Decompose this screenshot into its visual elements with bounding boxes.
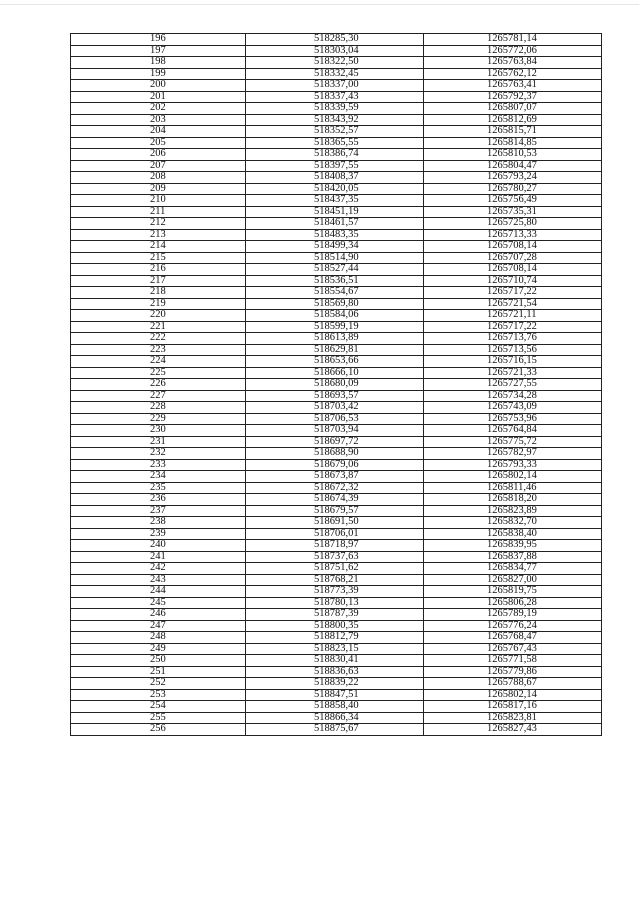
coordinates-table-body xyxy=(71,34,602,736)
x-coordinate-cell: 518613,89 xyxy=(246,333,424,345)
table-row xyxy=(71,275,602,287)
point-number-cell: 255 xyxy=(71,712,246,724)
table-row xyxy=(71,689,602,701)
y-coordinate-cell: 1265713,56 xyxy=(424,344,602,356)
point-number-cell: 237 xyxy=(71,505,246,517)
point-number-cell: 211 xyxy=(71,206,246,218)
y-coordinate-cell: 1265708,14 xyxy=(424,241,602,253)
x-coordinate-cell: 518554,67 xyxy=(246,287,424,299)
point-number-cell: 245 xyxy=(71,597,246,609)
x-coordinate-cell: 518673,87 xyxy=(246,471,424,483)
table-row xyxy=(71,471,602,483)
x-coordinate-cell: 518332,45 xyxy=(246,68,424,80)
point-number-cell: 254 xyxy=(71,701,246,713)
point-number-cell: 208 xyxy=(71,172,246,184)
x-coordinate-cell: 518680,09 xyxy=(246,379,424,391)
table-row xyxy=(71,425,602,437)
x-coordinate-cell: 518337,00 xyxy=(246,80,424,92)
point-number-cell: 248 xyxy=(71,632,246,644)
table-row xyxy=(71,126,602,138)
table-row xyxy=(71,195,602,207)
x-coordinate-cell: 518693,57 xyxy=(246,390,424,402)
y-coordinate-cell: 1265767,43 xyxy=(424,643,602,655)
table-row xyxy=(71,91,602,103)
y-coordinate-cell: 1265823,81 xyxy=(424,712,602,724)
y-coordinate-cell: 1265788,67 xyxy=(424,678,602,690)
table-row xyxy=(71,597,602,609)
x-coordinate-cell: 518674,39 xyxy=(246,494,424,506)
table-row xyxy=(71,666,602,678)
x-coordinate-cell: 518751,62 xyxy=(246,563,424,575)
y-coordinate-cell: 1265802,14 xyxy=(424,689,602,701)
table-row xyxy=(71,149,602,161)
table-row xyxy=(71,505,602,517)
y-coordinate-cell: 1265780,27 xyxy=(424,183,602,195)
point-number-cell: 220 xyxy=(71,310,246,322)
point-number-cell: 225 xyxy=(71,367,246,379)
table-row xyxy=(71,34,602,46)
point-number-cell: 201 xyxy=(71,91,246,103)
point-number-cell: 223 xyxy=(71,344,246,356)
x-coordinate-cell: 518800,35 xyxy=(246,620,424,632)
table-row xyxy=(71,218,602,230)
point-number-cell: 198 xyxy=(71,57,246,69)
table-row xyxy=(71,172,602,184)
point-number-cell: 222 xyxy=(71,333,246,345)
page-top-edge xyxy=(0,4,639,5)
x-coordinate-cell: 518787,39 xyxy=(246,609,424,621)
x-coordinate-cell: 518303,04 xyxy=(246,45,424,57)
table-row xyxy=(71,390,602,402)
point-number-cell: 229 xyxy=(71,413,246,425)
point-number-cell: 218 xyxy=(71,287,246,299)
point-number-cell: 224 xyxy=(71,356,246,368)
point-number-cell: 216 xyxy=(71,264,246,276)
table-row xyxy=(71,517,602,529)
x-coordinate-cell: 518437,35 xyxy=(246,195,424,207)
table-row xyxy=(71,402,602,414)
point-number-cell: 244 xyxy=(71,586,246,598)
y-coordinate-cell: 1265764,84 xyxy=(424,425,602,437)
y-coordinate-cell: 1265775,72 xyxy=(424,436,602,448)
x-coordinate-cell: 518420,05 xyxy=(246,183,424,195)
x-coordinate-cell: 518679,06 xyxy=(246,459,424,471)
y-coordinate-cell: 1265781,14 xyxy=(424,34,602,46)
x-coordinate-cell: 518584,06 xyxy=(246,310,424,322)
x-coordinate-cell: 518847,51 xyxy=(246,689,424,701)
y-coordinate-cell: 1265839,95 xyxy=(424,540,602,552)
point-number-cell: 226 xyxy=(71,379,246,391)
y-coordinate-cell: 1265734,28 xyxy=(424,390,602,402)
point-number-cell: 252 xyxy=(71,678,246,690)
point-number-cell: 231 xyxy=(71,436,246,448)
table-row xyxy=(71,183,602,195)
y-coordinate-cell: 1265762,12 xyxy=(424,68,602,80)
table-row xyxy=(71,586,602,598)
point-number-cell: 215 xyxy=(71,252,246,264)
point-number-cell: 251 xyxy=(71,666,246,678)
table-row xyxy=(71,229,602,241)
y-coordinate-cell: 1265713,76 xyxy=(424,333,602,345)
y-coordinate-cell: 1265789,19 xyxy=(424,609,602,621)
x-coordinate-cell: 518875,67 xyxy=(246,724,424,736)
x-coordinate-cell: 518653,66 xyxy=(246,356,424,368)
point-number-cell: 204 xyxy=(71,126,246,138)
y-coordinate-cell: 1265807,07 xyxy=(424,103,602,115)
point-number-cell: 256 xyxy=(71,724,246,736)
y-coordinate-cell: 1265832,70 xyxy=(424,517,602,529)
point-number-cell: 209 xyxy=(71,183,246,195)
table-row xyxy=(71,287,602,299)
x-coordinate-cell: 518599,19 xyxy=(246,321,424,333)
y-coordinate-cell: 1265834,77 xyxy=(424,563,602,575)
y-coordinate-cell: 1265827,00 xyxy=(424,574,602,586)
y-coordinate-cell: 1265823,89 xyxy=(424,505,602,517)
y-coordinate-cell: 1265837,88 xyxy=(424,551,602,563)
table-row xyxy=(71,45,602,57)
table-row xyxy=(71,241,602,253)
x-coordinate-cell: 518823,15 xyxy=(246,643,424,655)
point-number-cell: 214 xyxy=(71,241,246,253)
y-coordinate-cell: 1265815,71 xyxy=(424,126,602,138)
table-row xyxy=(71,310,602,322)
x-coordinate-cell: 518691,50 xyxy=(246,517,424,529)
point-number-cell: 234 xyxy=(71,471,246,483)
table-row xyxy=(71,724,602,736)
y-coordinate-cell: 1265743,09 xyxy=(424,402,602,414)
y-coordinate-cell: 1265817,16 xyxy=(424,701,602,713)
table-row xyxy=(71,367,602,379)
x-coordinate-cell: 518679,57 xyxy=(246,505,424,517)
y-coordinate-cell: 1265793,24 xyxy=(424,172,602,184)
y-coordinate-cell: 1265717,22 xyxy=(424,321,602,333)
point-number-cell: 249 xyxy=(71,643,246,655)
point-number-cell: 253 xyxy=(71,689,246,701)
y-coordinate-cell: 1265782,97 xyxy=(424,448,602,460)
table-row xyxy=(71,551,602,563)
y-coordinate-cell: 1265819,75 xyxy=(424,586,602,598)
y-coordinate-cell: 1265814,85 xyxy=(424,137,602,149)
point-number-cell: 242 xyxy=(71,563,246,575)
table-row xyxy=(71,482,602,494)
point-number-cell: 233 xyxy=(71,459,246,471)
point-number-cell: 241 xyxy=(71,551,246,563)
point-number-cell: 219 xyxy=(71,298,246,310)
x-coordinate-cell: 518322,50 xyxy=(246,57,424,69)
x-coordinate-cell: 518285,30 xyxy=(246,34,424,46)
x-coordinate-cell: 518697,72 xyxy=(246,436,424,448)
point-number-cell: 213 xyxy=(71,229,246,241)
table-row xyxy=(71,459,602,471)
point-number-cell: 227 xyxy=(71,390,246,402)
x-coordinate-cell: 518629,81 xyxy=(246,344,424,356)
table-row xyxy=(71,528,602,540)
y-coordinate-cell: 1265811,46 xyxy=(424,482,602,494)
point-number-cell: 236 xyxy=(71,494,246,506)
table-row xyxy=(71,379,602,391)
x-coordinate-cell: 518780,13 xyxy=(246,597,424,609)
point-number-cell: 212 xyxy=(71,218,246,230)
point-number-cell: 230 xyxy=(71,425,246,437)
y-coordinate-cell: 1265810,53 xyxy=(424,149,602,161)
x-coordinate-cell: 518527,44 xyxy=(246,264,424,276)
x-coordinate-cell: 518672,32 xyxy=(246,482,424,494)
y-coordinate-cell: 1265806,28 xyxy=(424,597,602,609)
table-row xyxy=(71,298,602,310)
table-row xyxy=(71,563,602,575)
point-number-cell: 238 xyxy=(71,517,246,529)
table-row xyxy=(71,103,602,115)
y-coordinate-cell: 1265763,84 xyxy=(424,57,602,69)
table-row xyxy=(71,655,602,667)
x-coordinate-cell: 518768,21 xyxy=(246,574,424,586)
table-row xyxy=(71,413,602,425)
x-coordinate-cell: 518499,34 xyxy=(246,241,424,253)
x-coordinate-cell: 518703,94 xyxy=(246,425,424,437)
y-coordinate-cell: 1265838,40 xyxy=(424,528,602,540)
y-coordinate-cell: 1265735,31 xyxy=(424,206,602,218)
y-coordinate-cell: 1265753,96 xyxy=(424,413,602,425)
point-number-cell: 228 xyxy=(71,402,246,414)
x-coordinate-cell: 518408,37 xyxy=(246,172,424,184)
y-coordinate-cell: 1265756,49 xyxy=(424,195,602,207)
y-coordinate-cell: 1265792,37 xyxy=(424,91,602,103)
table-row xyxy=(71,264,602,276)
y-coordinate-cell: 1265721,11 xyxy=(424,310,602,322)
table-row xyxy=(71,448,602,460)
x-coordinate-cell: 518703,42 xyxy=(246,402,424,414)
table-row xyxy=(71,356,602,368)
point-number-cell: 206 xyxy=(71,149,246,161)
x-coordinate-cell: 518343,92 xyxy=(246,114,424,126)
point-number-cell: 243 xyxy=(71,574,246,586)
table-row xyxy=(71,160,602,172)
table-row xyxy=(71,540,602,552)
y-coordinate-cell: 1265716,15 xyxy=(424,356,602,368)
x-coordinate-cell: 518352,57 xyxy=(246,126,424,138)
x-coordinate-cell: 518706,53 xyxy=(246,413,424,425)
table-row xyxy=(71,206,602,218)
table-row xyxy=(71,701,602,713)
x-coordinate-cell: 518451,19 xyxy=(246,206,424,218)
point-number-cell: 247 xyxy=(71,620,246,632)
point-number-cell: 240 xyxy=(71,540,246,552)
x-coordinate-cell: 518339,59 xyxy=(246,103,424,115)
table-row xyxy=(71,252,602,264)
y-coordinate-cell: 1265804,47 xyxy=(424,160,602,172)
table-row xyxy=(71,344,602,356)
point-number-cell: 207 xyxy=(71,160,246,172)
x-coordinate-cell: 518397,55 xyxy=(246,160,424,172)
x-coordinate-cell: 518666,10 xyxy=(246,367,424,379)
table-row xyxy=(71,643,602,655)
point-number-cell: 221 xyxy=(71,321,246,333)
y-coordinate-cell: 1265768,47 xyxy=(424,632,602,644)
y-coordinate-cell: 1265818,20 xyxy=(424,494,602,506)
x-coordinate-cell: 518718,97 xyxy=(246,540,424,552)
x-coordinate-cell: 518706,01 xyxy=(246,528,424,540)
point-number-cell: 199 xyxy=(71,68,246,80)
y-coordinate-cell: 1265717,22 xyxy=(424,287,602,299)
x-coordinate-cell: 518569,80 xyxy=(246,298,424,310)
y-coordinate-cell: 1265721,33 xyxy=(424,367,602,379)
point-number-cell: 217 xyxy=(71,275,246,287)
x-coordinate-cell: 518483,35 xyxy=(246,229,424,241)
table-row xyxy=(71,57,602,69)
point-number-cell: 235 xyxy=(71,482,246,494)
point-number-cell: 200 xyxy=(71,80,246,92)
x-coordinate-cell: 518365,55 xyxy=(246,137,424,149)
y-coordinate-cell: 1265772,06 xyxy=(424,45,602,57)
table-row xyxy=(71,68,602,80)
x-coordinate-cell: 518858,40 xyxy=(246,701,424,713)
x-coordinate-cell: 518536,51 xyxy=(246,275,424,287)
table-row xyxy=(71,609,602,621)
table-row xyxy=(71,632,602,644)
point-number-cell: 202 xyxy=(71,103,246,115)
y-coordinate-cell: 1265802,14 xyxy=(424,471,602,483)
x-coordinate-cell: 518839,22 xyxy=(246,678,424,690)
point-number-cell: 197 xyxy=(71,45,246,57)
table-row xyxy=(71,678,602,690)
y-coordinate-cell: 1265725,80 xyxy=(424,218,602,230)
y-coordinate-cell: 1265707,28 xyxy=(424,252,602,264)
y-coordinate-cell: 1265763,41 xyxy=(424,80,602,92)
point-number-cell: 205 xyxy=(71,137,246,149)
table-row xyxy=(71,114,602,126)
y-coordinate-cell: 1265708,14 xyxy=(424,264,602,276)
coordinates-table xyxy=(70,33,602,736)
table-row xyxy=(71,333,602,345)
x-coordinate-cell: 518830,41 xyxy=(246,655,424,667)
y-coordinate-cell: 1265727,55 xyxy=(424,379,602,391)
x-coordinate-cell: 518836,63 xyxy=(246,666,424,678)
x-coordinate-cell: 518737,63 xyxy=(246,551,424,563)
y-coordinate-cell: 1265779,86 xyxy=(424,666,602,678)
point-number-cell: 232 xyxy=(71,448,246,460)
point-number-cell: 239 xyxy=(71,528,246,540)
x-coordinate-cell: 518866,34 xyxy=(246,712,424,724)
x-coordinate-cell: 518812,79 xyxy=(246,632,424,644)
point-number-cell: 250 xyxy=(71,655,246,667)
x-coordinate-cell: 518773,39 xyxy=(246,586,424,598)
table-row xyxy=(71,436,602,448)
table-row xyxy=(71,137,602,149)
y-coordinate-cell: 1265713,33 xyxy=(424,229,602,241)
table-row xyxy=(71,321,602,333)
point-number-cell: 246 xyxy=(71,609,246,621)
point-number-cell: 203 xyxy=(71,114,246,126)
y-coordinate-cell: 1265827,43 xyxy=(424,724,602,736)
table-row xyxy=(71,620,602,632)
y-coordinate-cell: 1265771,58 xyxy=(424,655,602,667)
x-coordinate-cell: 518337,43 xyxy=(246,91,424,103)
y-coordinate-cell: 1265812,69 xyxy=(424,114,602,126)
x-coordinate-cell: 518514,90 xyxy=(246,252,424,264)
table-row xyxy=(71,712,602,724)
y-coordinate-cell: 1265710,74 xyxy=(424,275,602,287)
table-row xyxy=(71,494,602,506)
x-coordinate-cell: 518461,57 xyxy=(246,218,424,230)
table-row xyxy=(71,80,602,92)
y-coordinate-cell: 1265721,54 xyxy=(424,298,602,310)
table-row xyxy=(71,574,602,586)
x-coordinate-cell: 518386,74 xyxy=(246,149,424,161)
x-coordinate-cell: 518688,90 xyxy=(246,448,424,460)
point-number-cell: 196 xyxy=(71,34,246,46)
point-number-cell: 210 xyxy=(71,195,246,207)
y-coordinate-cell: 1265776,24 xyxy=(424,620,602,632)
y-coordinate-cell: 1265793,33 xyxy=(424,459,602,471)
